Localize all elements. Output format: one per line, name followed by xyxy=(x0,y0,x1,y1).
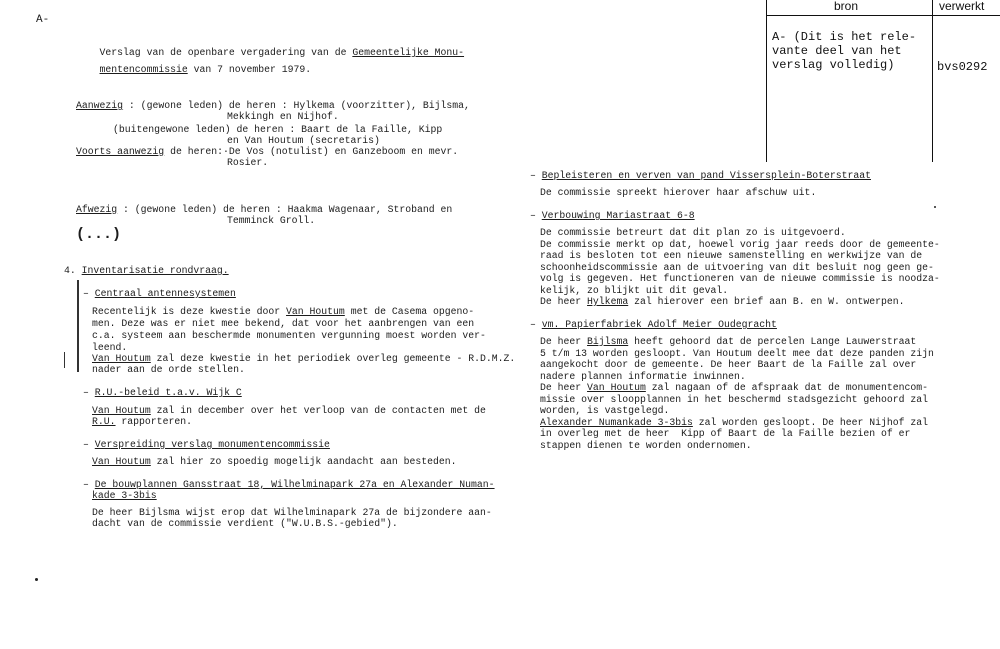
speck-mark-2 xyxy=(934,206,936,208)
title-underlined: Gemeentelijke Monu- xyxy=(352,47,465,58)
item-bepleisteren-title: – Bepleisteren en verven van pand Vissersplein-Boterstraat xyxy=(530,170,871,181)
item-verbouwing-line2: De commissie merkt op dat, hoewel vorig jaar reeds door de gemeente- xyxy=(540,239,940,250)
papierfabriek-text-3: De heer xyxy=(540,382,588,393)
aanwezig-line2: Mekkingh en Nijhof. xyxy=(227,111,339,122)
document-title-line2 xyxy=(76,52,311,88)
verspreiding-name: Van Houtum xyxy=(92,456,151,467)
item-verspreiding-title: – Verspreiding verslag monumentencommissie xyxy=(83,439,330,450)
item-verbouwing-line4: schoonheidscommissie aan de uitvoering van dit besluit nog geen ge- xyxy=(540,262,934,273)
item-bouwplannen-line1: De heer Bijlsma wijst erop dat Wilhelminapark 27a de bijzondere aan- xyxy=(92,507,492,518)
papierfabriek-title: vm. Papierfabriek Adolf Meier Oudegracht xyxy=(541,319,777,330)
ru-abbrev: R.U. xyxy=(92,416,116,427)
item-antenne-title: – Centraal antennesystemen xyxy=(83,288,236,299)
afwezig-line2: Temminck Groll. xyxy=(227,215,316,226)
item-papierfabriek-line5 xyxy=(540,382,928,394)
item-papierfabriek-line1 xyxy=(540,336,916,348)
papierfabriek-text-5: zal worden gesloopt. De heer Nijhof zal xyxy=(692,417,929,428)
item-verbouwing-line1: De commissie betreurt dat dit plan zo is uitgevoerd. xyxy=(540,227,846,238)
verbouwing-text-2: zal hierover een brief aan B. en W. ontwerpen. xyxy=(628,296,905,307)
section-4-heading xyxy=(64,265,229,277)
header-bron: bron xyxy=(834,0,859,13)
verbouwing-title: Verbouwing Mariastraat 6-8 xyxy=(541,210,695,221)
papierfabriek-address: Alexander Numankade 3-3bis xyxy=(540,417,693,428)
item-bouwplannen-title: – De bouwplannen Gansstraat 18, Wilhelminapark 27a en Alexander Numan- xyxy=(83,479,495,490)
verwerkt-cell: bvs0292 xyxy=(937,60,988,74)
bron-cell: A- (Dit is het rele- vante deel van het verslag volledig) xyxy=(772,30,917,72)
item-bouwplannen-title2 xyxy=(92,490,157,502)
papierfabriek-name: Bijlsma xyxy=(587,336,629,347)
aanwezig-text: : (gewone leden) de heren : Hylkema (voorzitter), Bijlsma, xyxy=(123,100,470,111)
voorts-label: Voorts aanwezig xyxy=(76,146,165,157)
item-papierfabriek-line10: stappen dienen te worden ondernomen. xyxy=(540,440,752,451)
bouwplannen-title-2: kade 3-3bis xyxy=(92,490,157,501)
ellipsis: (...) xyxy=(76,226,122,243)
item-verbouwing-line6: kelijk, zo blijkt uit dit geval. xyxy=(540,285,729,296)
item-papierfabriek-line7: worden, is vastgelegd. xyxy=(540,405,670,416)
item-papierfabriek-line9: in overleg met de heer Kipp of Baart de la Faille bezien of er xyxy=(540,428,911,439)
item-verbouwing-line3: raad is besloten tot een nieuwe samenstelling en werkwijze van de xyxy=(540,250,923,261)
speck-mark xyxy=(35,578,38,581)
ru-text-2: rapporteren. xyxy=(115,416,192,427)
section-number: 4. xyxy=(64,265,76,276)
title-text: Verslag van de openbare vergadering van de xyxy=(99,47,353,58)
papierfabriek-name-2: Van Houtum xyxy=(587,382,646,393)
item-antenne-line3: c.a. systeem aan beschermde monumenten vergunning moest worden ver- xyxy=(92,330,486,341)
item-bepleisteren-line1: De commissie spreekt hierover haar afschuw uit. xyxy=(540,187,817,198)
antenne-name-2: Van Houtum xyxy=(92,353,151,364)
item-papierfabriek-line6: missie over sloopplannen in het beschermd stadsgezicht gehoord zal xyxy=(540,394,929,405)
item-antenne-line2: men. Deze was er niet mee bekend, dat voor het aanbrengen van een xyxy=(92,318,475,329)
ru-name: Van Houtum xyxy=(92,405,151,416)
header-verwerkt: verwerkt xyxy=(939,0,985,13)
verspreiding-title: Verspreiding verslag monumentencommissie xyxy=(94,439,330,450)
item-verbouwing-line7 xyxy=(540,296,905,308)
margin-mark xyxy=(64,352,65,368)
aanwezig-line4: en Van Houtum (secretaris) xyxy=(227,135,380,146)
ru-title: R.U.-beleid t.a.v. Wijk C xyxy=(94,387,242,398)
corner-label: A- xyxy=(36,14,50,26)
bouwplannen-title: De bouwplannen Gansstraat 18, Wilhelminapark 27a en Alexander Numan- xyxy=(94,479,495,490)
antenne-text: Recentelijk is deze kwestie door xyxy=(92,306,287,317)
antenne-text-3: zal deze kwestie in het periodiek overleg gemeente - R.D.M.Z. xyxy=(150,353,516,364)
verbouwing-name: Hylkema xyxy=(587,296,629,307)
item-antenne-line4: leend. xyxy=(92,342,128,353)
item-antenne-line1 xyxy=(92,306,474,318)
bepleisteren-title: Bepleisteren en verven van pand Vissersplein-Boterstraat xyxy=(541,170,871,181)
item-verbouwing-line5: volg is gegeven. Het functioneren van de nieuwe commissie is noodza- xyxy=(540,273,940,284)
item-bouwplannen-line2: dacht van de commissie verdient ("W.U.B.S.-gebied"). xyxy=(92,518,398,529)
aanwezig-label: Aanwezig xyxy=(76,100,124,111)
item-ru-title: – R.U.-beleid t.a.v. Wijk C xyxy=(83,387,242,398)
antenne-title: Centraal antennesystemen xyxy=(94,288,236,299)
item-papierfabriek-line4: nadere plannen informatie inwinnen. xyxy=(540,371,746,382)
papierfabriek-text: De heer xyxy=(540,336,588,347)
title-underlined-2: mentencommissie xyxy=(99,64,188,75)
verbouwing-text: De heer xyxy=(540,296,588,307)
item-verspreiding-line1 xyxy=(92,456,457,468)
aanwezig-line6: Rosier. xyxy=(227,157,269,168)
margin-bracket xyxy=(77,280,79,372)
item-papierfabriek-line3: aangekocht door de gemeente. De heer Baart de la Faille zal over xyxy=(540,359,917,370)
item-ru-line2 xyxy=(92,416,192,428)
section-title: Inventarisatie rondvraag. xyxy=(81,265,229,276)
bron-verwerkt-table xyxy=(766,0,1000,162)
ru-text: zal in december over het verloop van de contacten met de xyxy=(150,405,486,416)
voorts-text: de heren:·De Vos (notulist) en Ganzeboom en mevr. xyxy=(164,146,459,157)
item-papierfabriek-line2: 5 t/m 13 worden gesloopt. Van Houtum deelt mee dat deze panden zijn xyxy=(540,348,934,359)
antenne-name: Van Houtum xyxy=(286,306,345,317)
title-date: van 7 november 1979. xyxy=(187,64,312,75)
papierfabriek-text-2: heeft gehoord dat de percelen Lange Lauwerstraat xyxy=(628,336,917,347)
afwezig-text: : (gewone leden) de heren : Haakma Wagenaar, Stroband en xyxy=(117,204,453,215)
afwezig-label: Afwezig xyxy=(76,204,118,215)
item-papierfabriek-title: – vm. Papierfabriek Adolf Meier Oudegracht xyxy=(530,319,777,330)
verspreiding-text: zal hier zo spoedig mogelijk aandacht aan besteden. xyxy=(150,456,457,467)
papierfabriek-text-4: zal nagaan of de afspraak dat de monumentencom- xyxy=(645,382,929,393)
item-antenne-line6: nader aan de orde stellen. xyxy=(92,364,245,375)
antenne-text-2: met de Casema opgeno- xyxy=(344,306,475,317)
aanwezig-line3: (buitengewone leden) de heren : Baart de la Faille, Kipp xyxy=(113,124,443,135)
item-verbouwing-title: – Verbouwing Mariastraat 6-8 xyxy=(530,210,695,221)
